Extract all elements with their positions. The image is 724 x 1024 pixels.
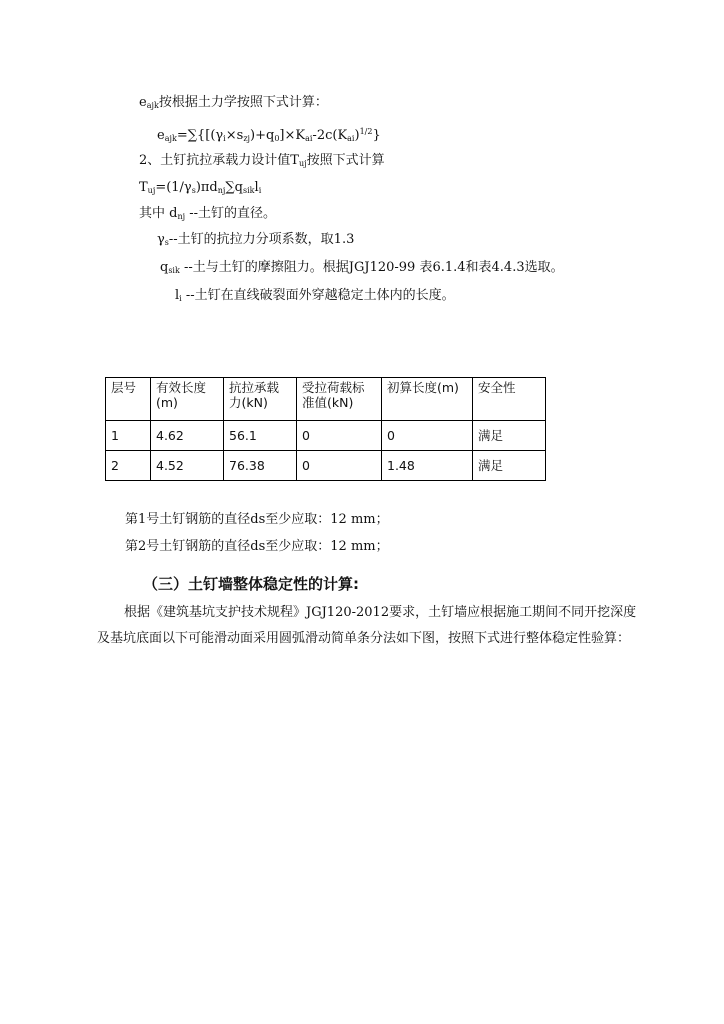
table-cell: 2: [106, 451, 151, 481]
note-line-2: 第2号土钉钢筋的直径ds至少应取：12 mm；: [125, 539, 389, 554]
formula-line-4: $T_{uj}=(1/\gamma_s)\pi d_{nj}\sum q_{sik}l_i$: [139, 180, 262, 195]
table-cell: 76.38: [224, 451, 297, 481]
formula-line-7: $q_{sik}$ --土与土钉的摩擦阻力。根据JGJ120-99 表6.1.4和表4.4.3选取。: [160, 260, 564, 275]
table-header-cell: 抗拉承载力(kN): [224, 378, 297, 421]
table-header-row: [106, 378, 546, 421]
section-heading: （三）土钉墙整体稳定性的计算:: [143, 575, 360, 593]
formula-line-2: $e_{ajk}=\sum\{[(\gamma_i\times s_{zj})+q_0]\times K_{ai}-2c(K_{ai})^{1/2}\}$: [157, 127, 381, 143]
soil-nail-table: [105, 377, 546, 481]
table-cell: 满足: [473, 421, 546, 451]
table-cell: 1.48: [382, 451, 473, 481]
formula-line-6: $\gamma_s--$土钉的抗拉力分项系数，取1.3: [157, 232, 355, 247]
body-paragraph: 根据《建筑基坑支护技术规程》JGJ120-2012要求，土钉墙应根据施工期间不同开挖深度及基坑底面以下可能滑动面采用圆弧滑动简单条分法如下图，按照下式进行整体稳定性验算：: [97, 605, 637, 646]
table-header-cell: 层号: [106, 378, 151, 421]
formula-line-3: 2、土钉抗拉承载力设计值$T_{uj}$按照下式计算: [139, 153, 385, 168]
table-cell: 0: [297, 451, 382, 481]
table-cell: 4.52: [151, 451, 224, 481]
table-header-cell: 有效长度(m): [151, 378, 224, 421]
table-cell: 1: [106, 421, 151, 451]
formula-line-5: 其中 $d_{nj}$ --土钉的直径。: [139, 206, 277, 221]
formula-line-1: $e_{ajk}$按根据土力学按照下式计算：: [139, 95, 328, 110]
table-row: [106, 451, 546, 481]
table-header-cell: 安全性: [473, 378, 546, 421]
table-cell: 56.1: [224, 421, 297, 451]
table-cell: 4.62: [151, 421, 224, 451]
table-cell: 0: [297, 421, 382, 451]
table-cell: 满足: [473, 451, 546, 481]
formula-line-8: $l_i$ --土钉在直线破裂面外穿越稳定土体内的长度。: [175, 288, 455, 303]
table-cell: 0: [382, 421, 473, 451]
table-row: [106, 421, 546, 451]
table-header-cell: 初算长度(m): [382, 378, 473, 421]
table-header-cell: 受拉荷载标准值(kN): [297, 378, 382, 421]
note-line-1: 第1号土钉钢筋的直径ds至少应取：12 mm；: [125, 512, 389, 527]
